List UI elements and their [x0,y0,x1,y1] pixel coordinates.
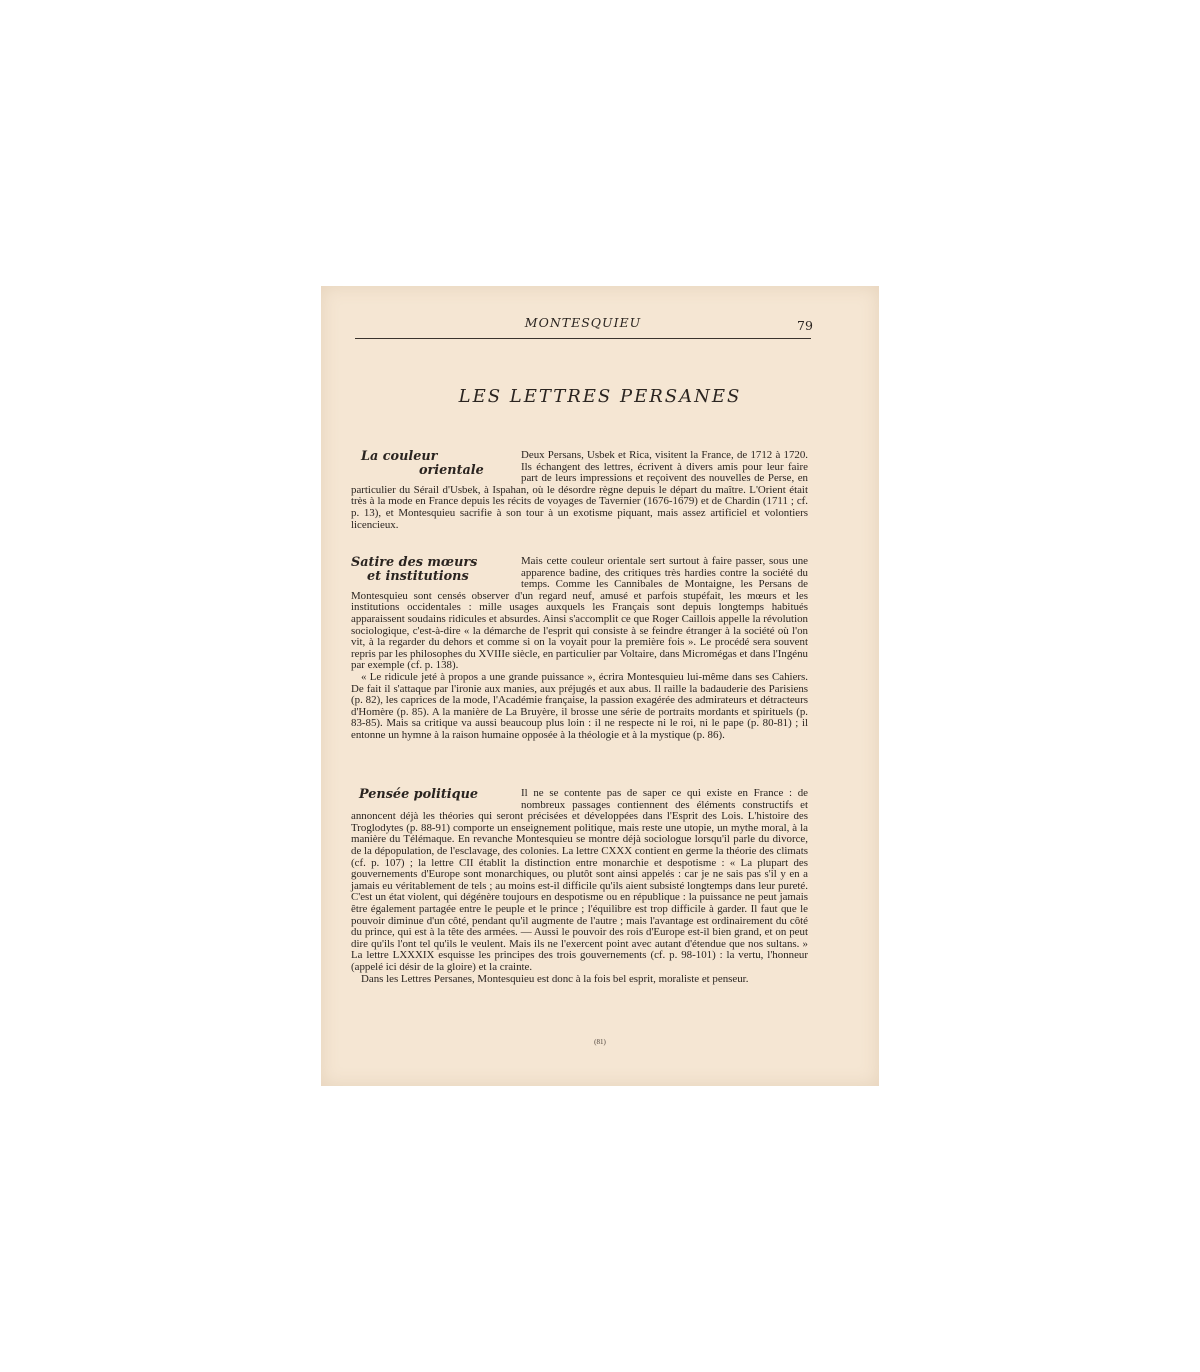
book-page [321,286,879,1086]
running-title: MONTESQUIEU [524,315,642,330]
section-heading-line2: et institutions [367,569,469,584]
section-heading-line1: Pensée politique [359,787,479,802]
section-heading-line1: La couleur [361,449,438,464]
section-heading-line2: orientale [419,463,484,478]
section-satire-des-moeurs [351,556,808,742]
section-heading [351,450,511,476]
section-heading-line1: Satire des mœurs [351,555,478,570]
section-paragraph: « Le ridicule jeté à propos a une grande puissance », écrira Montesquieu lui-même dans ses Cahiers. De fait il s'attaque par l'ironie aux manies, aux préjugés et aux abus. Il raille la badauderie des Parisiens (p. 82), les caprices de la mode, l'Académie française, la passion exagérée des admirateurs et détracteurs d'Homère (p. 85). A la manière de La Bruyère, il brosse une série de portraits mordants et spirituels (p. 83-85). Mais sa critique va aussi beaucoup plus loin : il ne respecte ni le roi, ni le pape (p. 80-81) ; il entonne un hymne à la raison humaine opposée à la théologie et à la mystique (p. 86). [351,670,808,741]
running-header [355,314,811,339]
section-paragraph: Dans les Lettres Persanes, Montesquieu est donc à la fois bel esprit, moraliste et penseur. [361,972,749,985]
page-number: 79 [797,318,813,333]
footer-mark: (81) [594,1038,606,1046]
section-heading [351,788,511,804]
section-paragraph: Mais cette couleur orientale sert surtout à faire passer, sous une apparence badine, des critiques très hardies contre la société du temps. Comme les Cannibales de Montaigne, les Persans de Montesquieu sont censés observer d'un regard neuf, amusé et parfois stupéfait, les mœurs et les institutions occidentales : mille usages auxquels les Français sont depuis longtemps habitués apparaissent soudains ridicules et absurdes. Ainsi s'accomplit ce que Roger Caillois appelle la révolution sociologique, c'est-à-dire « la démarche de l'esprit qui consiste à se feindre étranger à la société où l'on vit, à la regarder du dehors et comme si on la voyait pour la première fois ». Le procédé sera souvent repris par les philosophes du XVIIIe siècle, en particulier par Voltaire, dans Micromégas et dans l'Ingénu par exemple (cf. p. 138). [351,555,808,672]
chapter-title: LES LETTRES PERSANES [458,386,742,407]
section-couleur-orientale [351,450,808,531]
section-pensee-politique [351,788,808,985]
section-paragraph: Il ne se contente pas de saper ce qui existe en France : de nombreux passages contiennent des éléments constructifs et annoncent déjà les théories qui seront précisées et développées dans l'Esprit des Lois. L'histoire des Troglodytes (p. 88-91) comporte un enseignement politique, mais reste une utopie, un mythe moral, à la manière du Télémaque. En revanche Montesquieu se montre déjà sociologue lorsqu'il parle du divorce, de la dépopulation, de l'esclavage, des colonies. La lettre CXXX contient en germe la théorie des climats (cf. p. 107) ; la lettre CII établit la distinction entre monarchie et despotisme : « La plupart des gouvernements d'Europe sont monarchiques, ou plutôt sont ainsi appelés : car je ne sais pas s'il y en a jamais eu véritablement de tels ; au moins est-il difficile qu'ils aient subsisté longtemps dans leur pureté. C'est un état violent, qui dégénère toujours en despotisme ou en république : la puissance ne peut jamais être également partagée entre le peuple et le prince ; l'équilibre est trop difficile à garder. Il faut que le pouvoir diminue d'un côté, pendant qu'il augmente de l'autre ; mais l'avantage est ordinairement du côté du prince, qui est à la tête des armées. — Aussi le pouvoir des rois d'Europe est-il bien grand, et on peut dire qu'ils l'ont tel qu'ils le veulent. Mais ils ne l'exercent point avec autant d'étendue que nos sultans. » La lettre LXXXIX esquisse les principes des trois gouvernements (cf. p. 98-101) : la vertu, l'honneur (appelé ici désir de la gloire) et la crainte. [351,787,808,973]
section-paragraph: Deux Persans, Usbek et Rica, visitent la France, de 1712 à 1720. Ils échangent des lettres, écrivent à divers amis pour leur faire part de leurs impressions et reçoivent des nouvelles de Perse, en particulier du Sérail d'Usbek, à Ispahan, où le désordre règne depuis le départ du maître. L'Orient était très à la mode en France depuis les récits de voyages de Tavernier (1676-1679) et de Chardin (1711 ; cf. p. 13), et Montesquieu sacrifie à son tour à un exotisme piquant, mais assez artificiel et volontiers licencieux. [351,449,808,531]
section-heading [351,556,511,582]
